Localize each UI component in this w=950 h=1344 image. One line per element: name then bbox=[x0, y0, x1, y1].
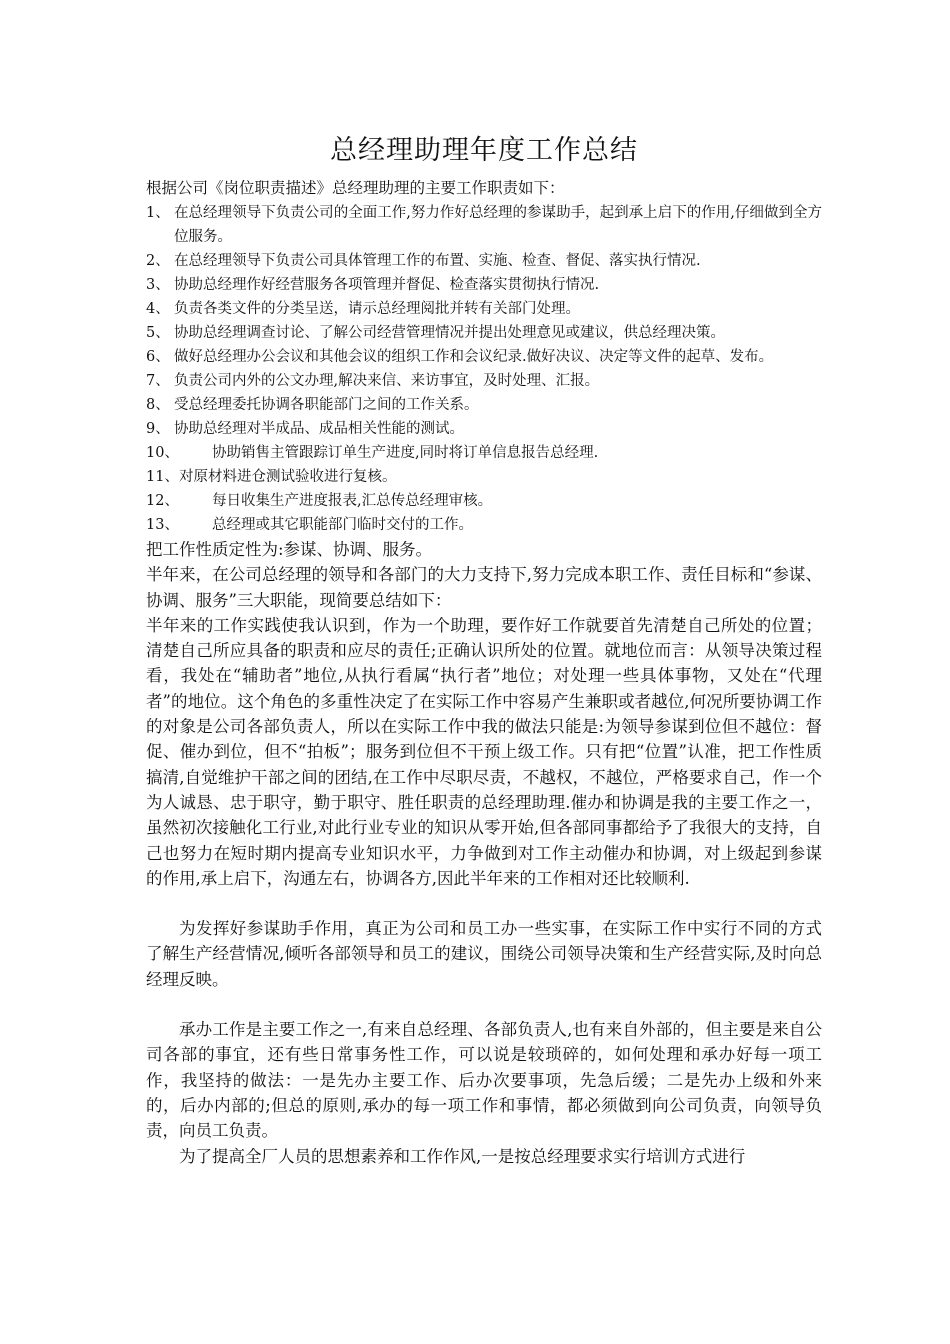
duty-text: 协助总经理对半成品、成品相关性能的测试。 bbox=[174, 421, 464, 437]
duty-number: 13、 bbox=[146, 517, 179, 533]
duty-item bbox=[146, 489, 822, 513]
duty-item bbox=[146, 441, 822, 465]
duty-item bbox=[146, 465, 822, 489]
duty-number: 6、 bbox=[146, 349, 170, 365]
duty-item bbox=[146, 417, 822, 441]
duty-text: 做好总经理办公会议和其他会议的组织工作和会议纪录.做好决议、决定等文件的起草、发布。 bbox=[174, 349, 774, 365]
duty-text: 协助销售主管跟踪订单生产进度,同时将订单信息报告总经理. bbox=[212, 445, 599, 461]
duty-item bbox=[146, 201, 822, 249]
duty-text: 在总经理领导下负责公司具体管理工作的布置、实施、检查、督促、落实执行情况. bbox=[174, 253, 701, 269]
duty-text: 对原材料进仓测试验收进行复核。 bbox=[178, 469, 397, 485]
duty-number: 12、 bbox=[146, 493, 179, 509]
body-paragraph: 为发挥好参谋助手作用，真正为公司和员工办一些实事，在实际工作中实行不同的方式了解生产经营情况,倾听各部领导和员工的建议，围绕公司领导决策和生产经营实际,及时向总经理反映。 bbox=[146, 919, 822, 989]
duty-text: 受总经理委托协调各职能部门之间的工作关系。 bbox=[174, 397, 479, 413]
duty-item bbox=[146, 273, 822, 297]
duty-number: 9、 bbox=[146, 421, 170, 437]
duty-item bbox=[146, 321, 822, 345]
duty-item bbox=[146, 513, 822, 537]
work-nature-statement: 把工作性质定性为:参谋、协调、服务。 bbox=[146, 540, 433, 559]
paragraph-spacer bbox=[146, 891, 822, 916]
duty-text: 每日收集生产进度报表,汇总传总经理审核。 bbox=[212, 493, 493, 509]
duty-number: 1、 bbox=[146, 205, 170, 221]
duty-number: 11、 bbox=[146, 469, 179, 485]
duty-number: 2、 bbox=[146, 253, 170, 269]
duties-intro: 根据公司《岗位职责描述》总经理助理的主要工作职责如下： bbox=[146, 179, 565, 197]
document-title: 总经理助理年度工作总结 bbox=[330, 135, 638, 166]
duty-text: 总经理或其它职能部门临时交付的工作。 bbox=[212, 517, 473, 533]
duty-item bbox=[146, 345, 822, 369]
duty-number: 7、 bbox=[146, 373, 170, 389]
body-paragraph: 承办工作是主要工作之一,有来自总经理、各部负责人,也有来自外部的，但主要是来自公司各部的事宜，还有些日常事务性工作，可以说是较琐碎的，如何处理和承办好每一项工作，我坚持的做法：一是先办主要工作、后办次要事项，先急后缓；二是先办上级和外来的，后办内部的;但总的原则,承办的每一项工作和事情，都必须做到向公司负责，向领导负责，向员工负责。 bbox=[146, 1020, 822, 1141]
duty-text: 负责公司内外的公文办理,解决来信、来访事宜，及时处理、汇报。 bbox=[174, 373, 600, 389]
duty-text: 在总经理领导下负责公司的全面工作,努力作好总经理的参谋助手，起到承上启下的作用,仔细做到全方位服务。 bbox=[174, 205, 822, 245]
summary-intro-paragraph: 半年来，在公司总经理的领导和各部门的大力支持下,努力完成本职工作、责任目标和“参谋、协调、服务”三大职能，现简要总结如下： bbox=[146, 565, 822, 610]
duty-number: 10、 bbox=[146, 445, 179, 461]
body-paragraph: 半年来的工作实践使我认识到，作为一个助理，要作好工作就要首先清楚自己所处的位置；清楚自己所应具备的职责和应尽的责任;正确认识所处的位置。就地位而言：从领导决策过程看，我处在“辅助者”地位,从执行看属“执行者”地位；对处理一些具体事物，又处在“代理者”的地位。这个角色的多重性决定了在实际工作中容易产生兼职或者越位,何况所要协调工作的对象是公司各部负责人，所以在实际工作中我的做法只能是:为领导参谋到位但不越位：督促、催办到位，但不“拍板”；服务到位但不干预上级工作。只有把“位置”认准，把工作性质搞清,自觉维护干部之间的团结,在工作中尽职尽责，不越权，不越位，严格要求自己，作一个为人诚恳、忠于职守，勤于职守、胜任职责的总经理助理.催办和协调是我的主要工作之一，虽然初次接触化工行业,对此行业专业的知识从零开始,但各部同事都给予了我很大的支持，自己也努力在短时期内提高专业知识水平，力争做到对工作主动催办和协调，对上级起到参谋的作用,承上启下，沟通左右，协调各方,因此半年来的工作相对还比较顺利. bbox=[146, 615, 822, 888]
duty-text: 协助总经理作好经营服务各项管理并督促、检查落实贯彻执行情况. bbox=[174, 277, 600, 293]
duties-list bbox=[146, 201, 822, 537]
duty-item bbox=[146, 369, 822, 393]
duty-text: 负责各类文件的分类呈送，请示总经理阅批并转有关部门处理。 bbox=[174, 301, 580, 317]
paragraph-spacer bbox=[146, 992, 822, 1017]
duty-number: 4、 bbox=[146, 301, 170, 317]
duty-item bbox=[146, 393, 822, 417]
document-page bbox=[146, 128, 822, 1169]
duty-item bbox=[146, 297, 822, 321]
duty-text: 协助总经理调查讨论、了解公司经营管理情况并提出处理意见或建议，供总经理决策。 bbox=[174, 325, 725, 341]
body-paragraph: 为了提高全厂人员的思想素养和工作作风,一是按总经理要求实行培训方式进行 bbox=[179, 1146, 746, 1166]
duty-number: 5、 bbox=[146, 325, 170, 341]
duty-number: 8、 bbox=[146, 397, 170, 413]
duty-item bbox=[146, 249, 822, 273]
duty-number: 3、 bbox=[146, 277, 170, 293]
